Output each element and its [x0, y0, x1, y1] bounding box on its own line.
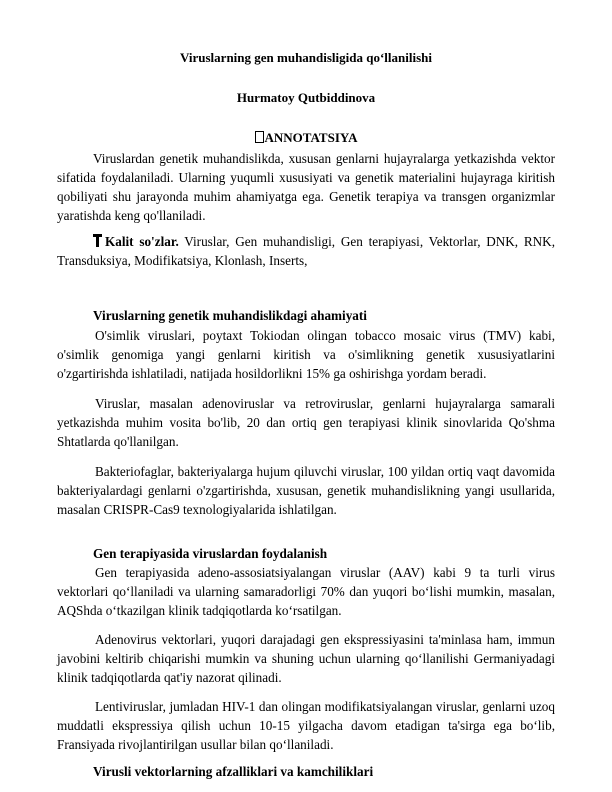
- keywords-label: Kalit so'zlar.: [105, 234, 179, 249]
- section-paragraph: Viruslar, masalan adenoviruslar va retroviruslar, genlarni hujayralarga samarali yetkazishda muhim vosita bo'lib, 20 dan ortiq gen terapiyasi klinik sinovlarida Qo'shma Shtatlarda qo'llanilgan.: [57, 396, 555, 449]
- section-heading: Virusli vektorlarning afzalliklari va kamchiliklari: [93, 764, 374, 779]
- section-paragraph: Gen terapiyasida adeno-assosiatsiyalangan viruslar (AAV) kabi 9 ta turli virus vektorlari qo‘llaniladi va ularning samaradorligi 70% dan yuqori bo‘lishi mumkin, masalan, AQShda o‘tkazilgan klinik tadqiqotlarda ko‘rsatilgan.: [57, 565, 555, 618]
- section-paragraph: O'simlik viruslari, poytaxt Tokiodan olingan tobacco mosaic virus (TMV) kabi, o'simlik genomiga yangi genlarni kiritish va o'simlikning genetik xususiyatlarini o'zgartirishda ishlatiladi, natijada hosildorlikni 15% ga oshirishga yordam beradi.: [57, 328, 555, 381]
- author-name: Hurmatoy Qutbiddinova: [236, 90, 376, 105]
- annotation-heading: [0, 130, 612, 146]
- pin-icon: [93, 234, 102, 247]
- section-heading: Viruslarning genetik muhandislikdagi ahamiyati: [93, 308, 367, 323]
- section-paragraph: Adenovirus vektorlari, yuqori darajadagi gen ekspressiyasini ta'minlasa ham, immun javobini keltirib chiqarishi mumkin va shuning uchun ularning qo‘llanilishi Germaniyadagi klinik tadqiqotlarda qat'iy nazorat qilinadi.: [57, 632, 555, 685]
- paper-title: Viruslarning gen muhandisligida qo‘llanilishi: [179, 50, 432, 65]
- section-heading: Gen terapiyasida viruslardan foydalanish: [93, 546, 328, 561]
- keywords-text: Viruslar, Gen muhandisligi, Gen terapiyasi, Vektorlar, DNK, RNK, Transduksiya, Modifikatsiya, Klonlash, Inserts,: [57, 234, 555, 268]
- annotation-heading-text: ANNOTATSIYA: [264, 130, 358, 145]
- missing-glyph-icon: [255, 131, 264, 143]
- annotation-paragraph: Viruslardan genetik muhandislikda, xususan genlarni hujayralarga yetkazishda vektor sifatida foydalaniladi. Ularning yuqumli xususiyati va genetik materialini hujayraga kiritish qobiliyati shu jarayonda muhim ahamiyatga ega. Genetik terapiya va transgen organizmlar yaratishda keng qo'llaniladi.: [57, 151, 555, 223]
- section-paragraph: Lentiviruslar, jumladan HIV-1 dan olingan modifikatsiyalangan viruslar, genlarni uzoq muddatli ekspressiya qilish uchun 10-15 yilgacha davom etadigan ta'sirga ega bo‘lib, Fransiyada rivojlantirilgan usullar bilan qo‘llaniladi.: [57, 699, 555, 752]
- section-paragraph: Bakteriofaglar, bakteriyalarga hujum qiluvchi viruslar, 100 yildan ortiq vaqt davomida bakteriyalardagi genlarni o'zgartirishda, xususan, genetik muhandislikning yangi usullarida, masalan CRISPR-Cas9 texnologiyalarida ishlatilgan.: [57, 464, 555, 517]
- keywords-paragraph: [57, 232, 555, 270]
